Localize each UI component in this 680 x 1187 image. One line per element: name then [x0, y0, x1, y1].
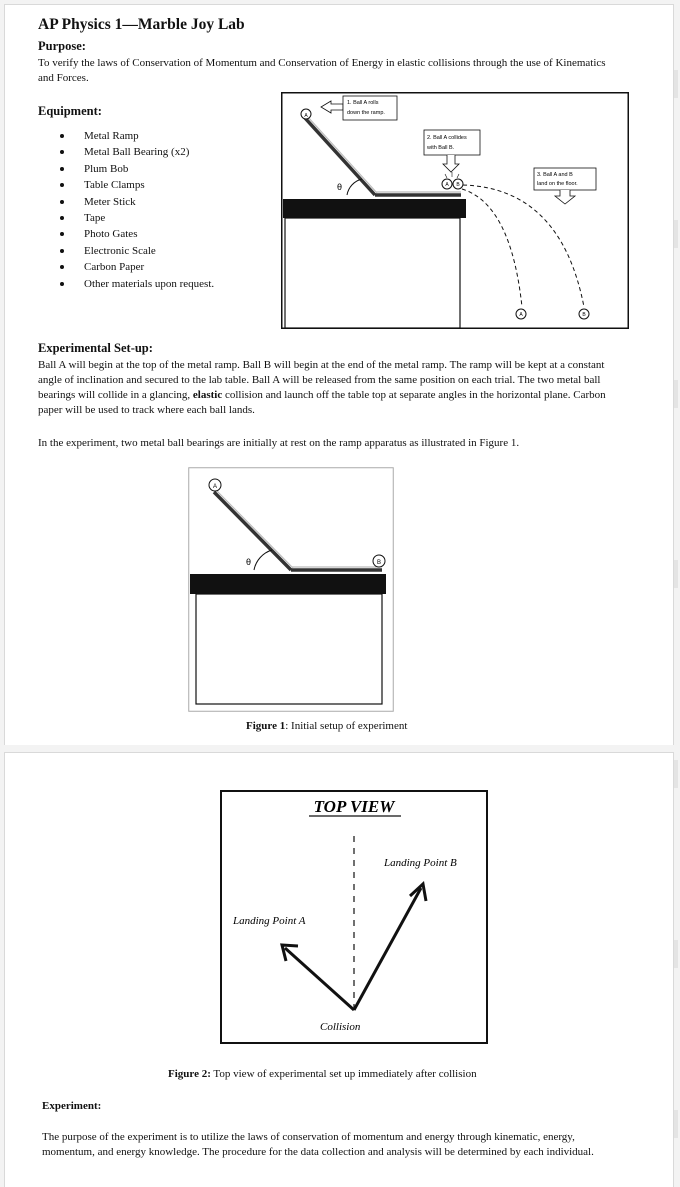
theta-label: θ [246, 557, 252, 567]
svg-text:B: B [582, 312, 586, 318]
setup-paragraph-2: In the experiment, two metal ball bearings are initially at rest on the ramp apparatus as illustrated in Figure 1. [38, 437, 520, 449]
list-item: Plum Bob [38, 161, 268, 177]
list-item: Meter Stick [38, 194, 268, 210]
callout-2-line2: with Ball B. [427, 145, 455, 151]
list-item: Table Clamps [38, 177, 268, 193]
equipment-heading: Equipment: [38, 104, 102, 118]
table-top [283, 199, 466, 218]
callout-3-line1: 3. Ball A and B [537, 172, 573, 178]
list-item: Other materials upon request. [38, 276, 268, 292]
ball-a-label: A [212, 484, 218, 490]
svg-text:A: A [445, 182, 449, 188]
experiment-heading: Experiment: [42, 1100, 102, 1112]
callout-2-line1: 2. Ball A collides [427, 135, 467, 141]
list-item: Carbon Paper [38, 259, 268, 275]
purpose-text: To verify the laws of Conservation of Momentum and Conservation of Energy in elastic collisions through the use of Kinematics and Forces. [38, 57, 606, 84]
figure-1-caption: Figure 1: Initial setup of experiment [246, 720, 408, 732]
collision-label: Collision [320, 1021, 361, 1033]
top-view-title: TOP VIEW [313, 797, 395, 816]
list-item: Metal Ramp [38, 128, 268, 144]
setup-text: Ball A will begin at the top of the metal ramp. Ball B will begin at the end of the metal ramp. The ramp will be kept at a constant angle of inclination and secured to the lab table. Ball A will be released from the same position on each trial. The two metal ball bearings will collide in a glancing, elastic collision and launch off the table top at separate angles in the horizontal plane. Carbon paper will be used to track where each ball lands. [38, 359, 606, 416]
figure-1-diagram [188, 467, 394, 712]
list-item: Photo Gates [38, 226, 268, 242]
callout-3-line2: land on the floor. [537, 181, 578, 187]
theta-label: θ [337, 182, 343, 192]
list-item: Electronic Scale [38, 243, 268, 259]
landing-a-label: Landing Point A [233, 915, 306, 927]
ball-b-label: B [376, 560, 382, 566]
list-item: Tape [38, 210, 268, 226]
figure-2-top-view [220, 790, 488, 1044]
table-top [190, 574, 386, 594]
experiment-text: The purpose of the experiment is to utilize the laws of conservation of momentum and energy through kinematic, energy, momentum, and energy knowledge. The procedure for the data collection and analysis will be determined by each individual. [42, 1131, 594, 1158]
figure-2-caption: Figure 2: Top view of experimental set up immediately after collision [168, 1068, 477, 1080]
purpose-heading: Purpose: [38, 39, 86, 53]
svg-text:B: B [456, 182, 460, 188]
callout-1-line1: 1. Ball A rolls [347, 100, 379, 106]
setup-heading: Experimental Set-up: [38, 341, 153, 355]
svg-text:A: A [519, 312, 523, 318]
equipment-list [38, 128, 268, 292]
ball-a-label: A [304, 113, 308, 119]
list-item: Metal Ball Bearing (x2) [38, 144, 268, 160]
page-title: AP Physics 1—Marble Joy Lab [38, 16, 245, 33]
ramp-diagram [281, 92, 629, 329]
callout-1-line2: down the ramp. [347, 110, 385, 116]
landing-b-label: Landing Point B [384, 857, 457, 869]
